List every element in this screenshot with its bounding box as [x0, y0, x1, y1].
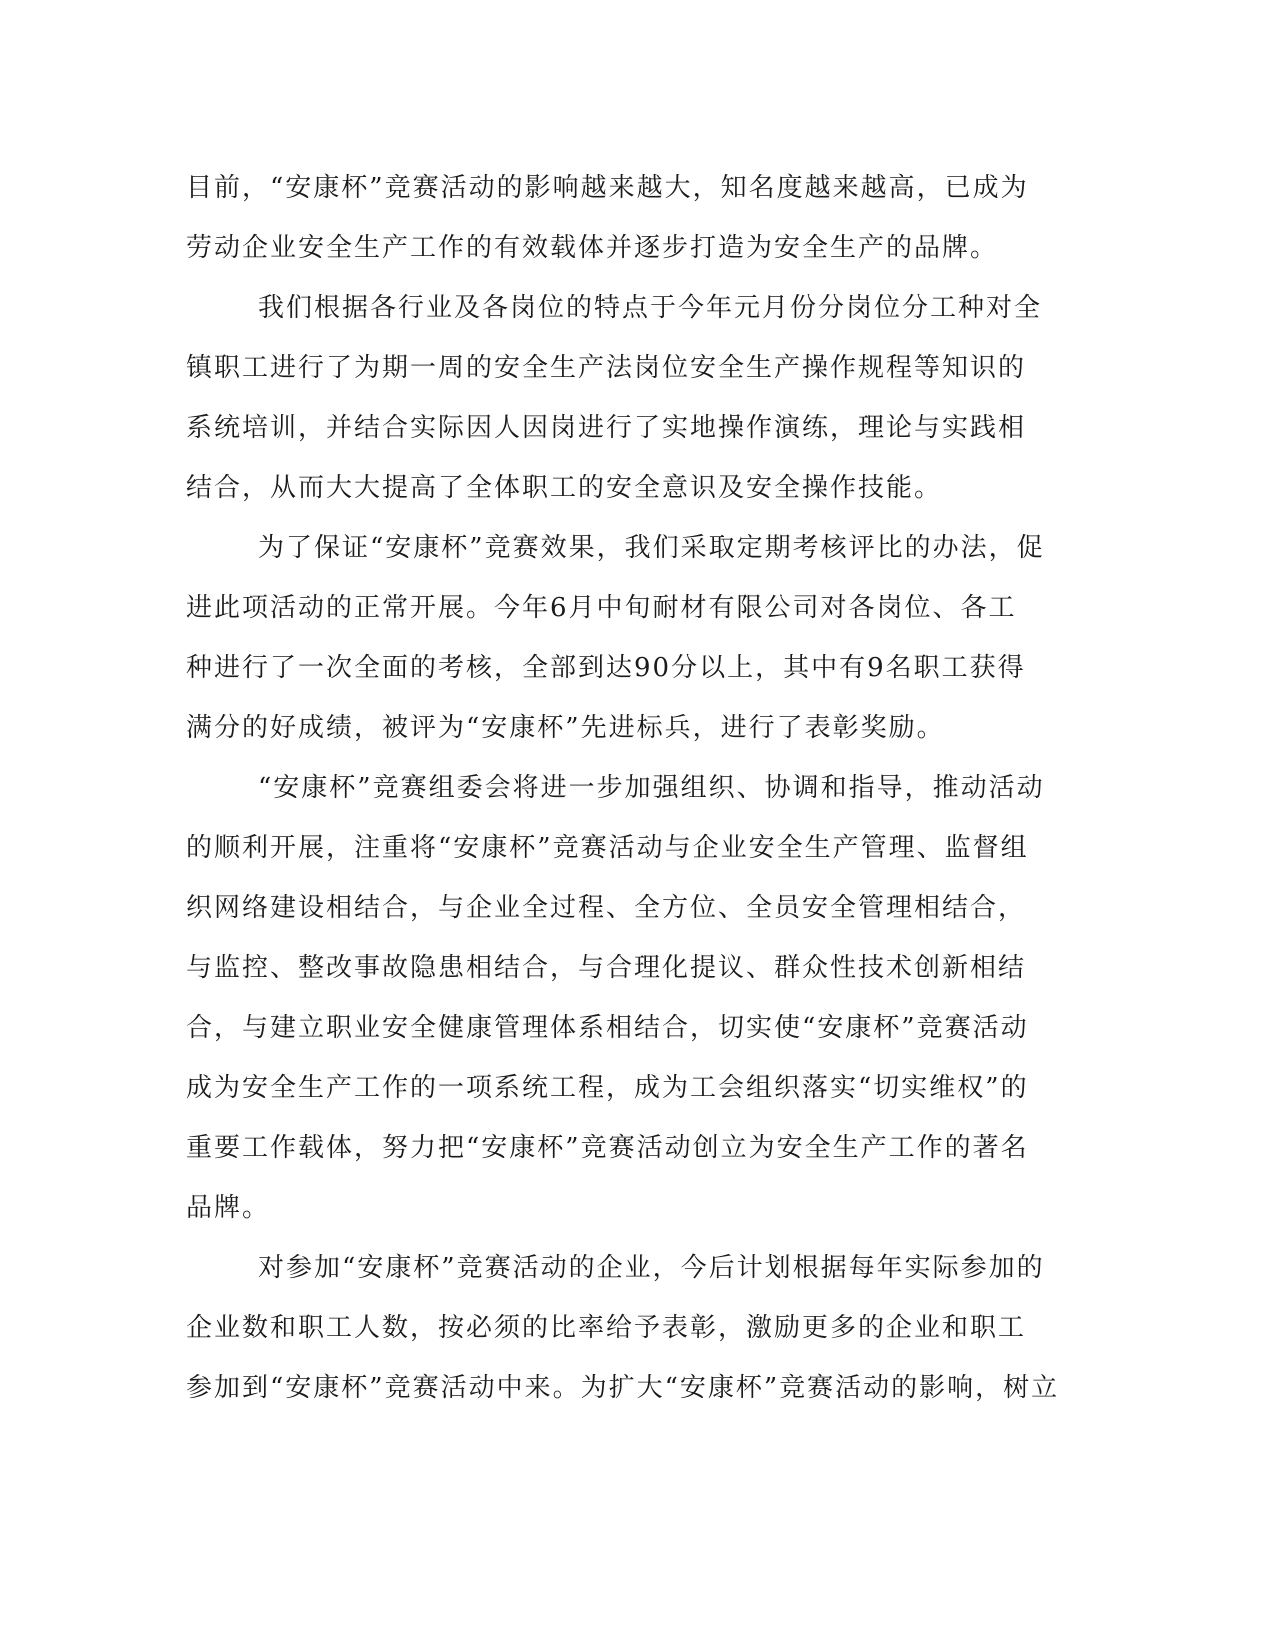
text-line: “安康杯”竞赛组委会将进一步加强组织、协调和指导，推动活动	[258, 773, 1045, 803]
text-line: 重要工作载体，努力把“安康杯”竞赛活动创立为安全生产工作的著名	[186, 1133, 1029, 1163]
text-line: 品牌。	[186, 1193, 271, 1223]
text-line: 成为安全生产工作的一项系统工程，成为工会组织落实“切实维权”的	[186, 1073, 1029, 1103]
text-line: 的顺利开展，注重将“安康杯”竞赛活动与企业安全生产管理、监督组	[186, 833, 1029, 863]
text-line: 镇职工进行了为期一周的安全生产法岗位安全生产操作规程等知识的	[186, 353, 1027, 383]
text-line: 我们根据各行业及各岗位的特点于今年元月份分岗位分工种对全	[258, 293, 1043, 323]
text-line: 为了保证“安康杯”竞赛效果，我们采取定期考核评比的办法，促	[258, 533, 1045, 563]
paragraph-4	[186, 758, 1086, 1238]
text-line: 对参加“安康杯”竞赛活动的企业，今后计划根据每年实际参加的	[258, 1253, 1045, 1283]
paragraph-1	[186, 158, 1086, 278]
text-line: 结合，从而大大提高了全体职工的安全意识及安全操作技能。	[186, 473, 943, 503]
text-line: 参加到“安康杯”竞赛活动中来。为扩大“安康杯”竞赛活动的影响，树立	[186, 1373, 1060, 1403]
text-line: 目前，“安康杯”竞赛活动的影响越来越大，知名度越来越高，已成为	[186, 173, 1029, 203]
text-line: 织网络建设相结合，与企业全过程、全方位、全员安全管理相结合，	[186, 893, 1027, 923]
paragraph-5	[186, 1238, 1086, 1418]
text-line: 满分的好成绩，被评为“安康杯”先进标兵，进行了表彰奖励。	[186, 713, 945, 743]
text-line: 种进行了一次全面的考核，全部到达90分以上，其中有9名职工获得	[186, 653, 1026, 683]
text-line: 合，与建立职业安全健康管理体系相结合，切实使“安康杯”竞赛活动	[186, 1013, 1029, 1043]
text-line: 劳动企业安全生产工作的有效载体并逐步打造为安全生产的品牌。	[186, 233, 999, 263]
paragraph-2	[186, 278, 1086, 518]
document-body	[186, 158, 1086, 1418]
text-line: 与监控、整改事故隐患相结合，与合理化提议、群众性技术创新相结	[186, 953, 1027, 983]
text-line: 系统培训，并结合实际因人因岗进行了实地操作演练，理论与实践相	[186, 413, 1027, 443]
paragraph-3	[186, 518, 1086, 758]
text-line: 企业数和职工人数，按必须的比率给予表彰，激励更多的企业和职工	[186, 1313, 1027, 1343]
text-line: 进此项活动的正常开展。今年6月中旬耐材有限公司对各岗位、各工	[186, 593, 1017, 623]
